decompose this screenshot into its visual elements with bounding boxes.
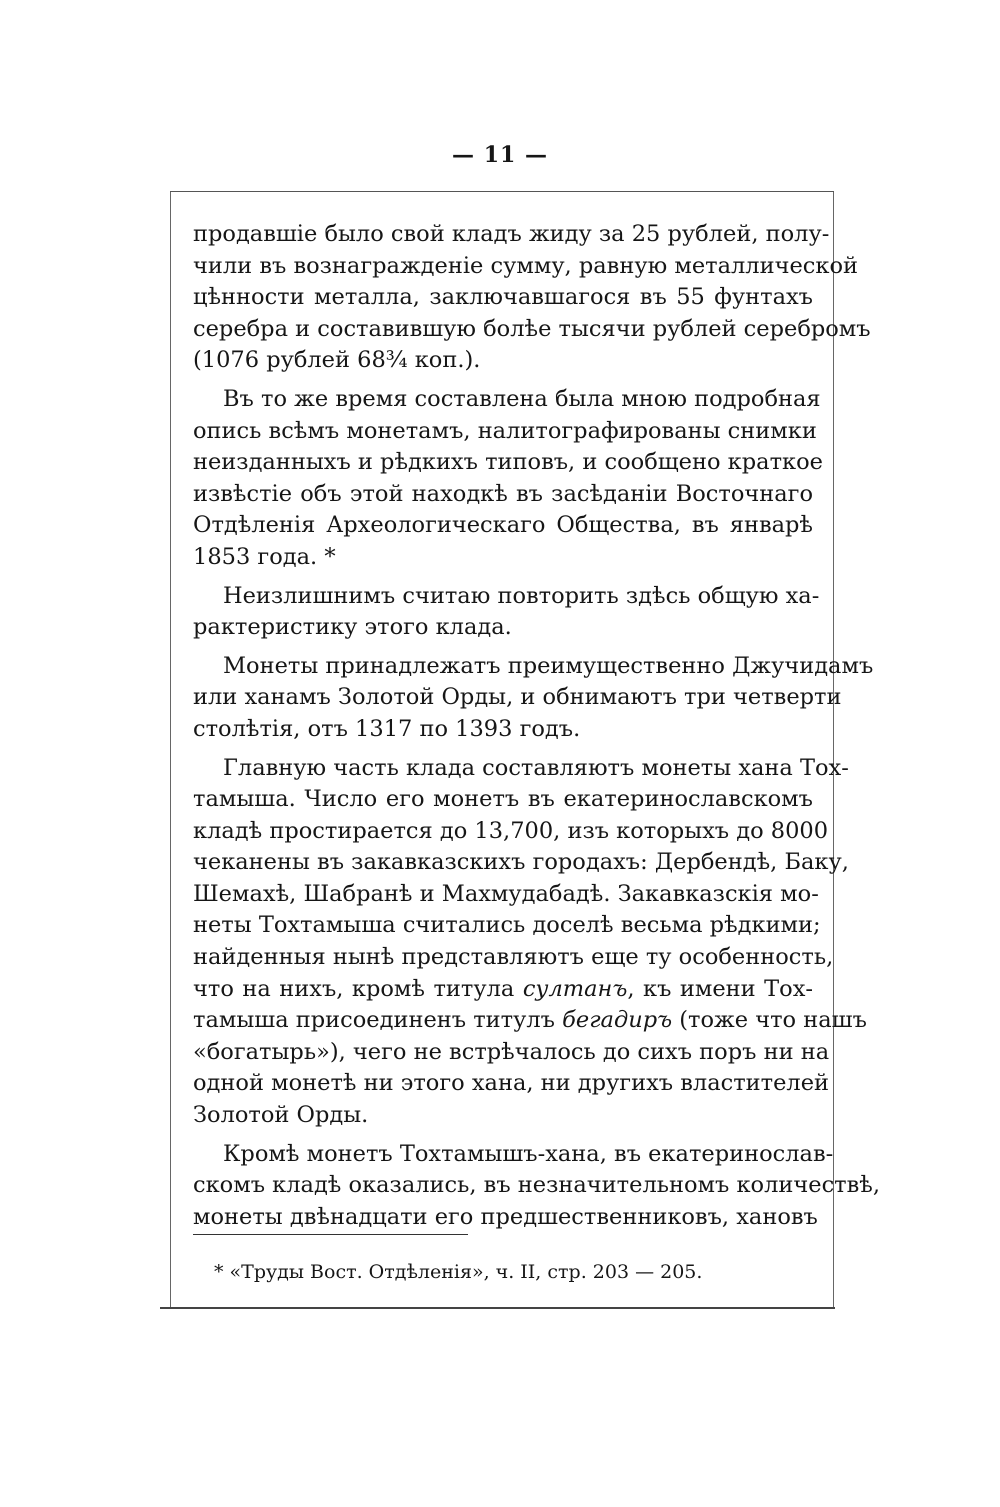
- text-line: чеканены въ закавказскихъ городахъ: Дербендѣ, Баку,: [193, 849, 849, 876]
- text-line: Кромѣ монетъ Тохтамышъ-хана, въ екатеринослав-: [223, 1140, 834, 1167]
- text-line: Шемахѣ, Шабранѣ и Махмудабадѣ. Закавказскія мо-: [193, 880, 819, 907]
- text-line: кладѣ простирается до 13,700, изъ которыхъ до 8000: [193, 817, 829, 844]
- text-line: тамыша. Число его монетъ въ екатеринославскомъ: [193, 786, 813, 813]
- paragraph-2: [193, 384, 823, 574]
- text-line: рактеристику этого клада.: [193, 614, 512, 641]
- text-line: Монеты принадлежатъ преимущественно Джучидамъ: [223, 652, 874, 679]
- paragraph-4: [193, 651, 874, 746]
- paragraph-5: [193, 753, 867, 1132]
- text-fragment: тамыша присоединенъ титулъ: [193, 1007, 563, 1034]
- text-line: (1076 рублей 68¾ коп.).: [193, 347, 481, 374]
- paragraph-6: [193, 1139, 881, 1234]
- text-line: [193, 974, 813, 1006]
- text-line: «богатырь»), чего не встрѣчалось до сихъ поръ ни на: [193, 1038, 830, 1065]
- italic-term-begadir: бегадиръ: [562, 1007, 673, 1034]
- text-line: цѣнности металла, заключавшагося въ 55 фунтахъ: [193, 284, 813, 311]
- text-line: Главную часть клада составляютъ монеты хана Тох-: [223, 754, 849, 781]
- text-line: столѣтія, отъ 1317 по 1393 годъ.: [193, 715, 581, 742]
- text-line: чили въ вознагражденіе сумму, равную металлической: [193, 252, 858, 279]
- text-fragment: (тоже что нашъ: [672, 1007, 867, 1034]
- text-line: Въ то же время составлена была мною подробная: [223, 385, 821, 412]
- text-line: Отдѣленія Археологическаго Общества, въ январѣ: [193, 512, 813, 539]
- text-line: монеты двѣнадцати его предшественниковъ, хановъ: [193, 1203, 818, 1230]
- text-line: продавшіе было свой кладъ жиду за 25 рублей, полу-: [193, 221, 830, 247]
- text-line: опись всѣмъ монетамъ, налитографированы снимки: [193, 417, 817, 444]
- page-number: — 11 —: [452, 142, 548, 168]
- frame-left-border: [170, 192, 171, 1308]
- text-line: или ханамъ Золотой Орды, и обнимаютъ три четверти: [193, 684, 842, 711]
- text-line: неты Тохтамыша считались доселѣ весьма рѣдкими;: [193, 912, 821, 939]
- italic-term-sultan: султанъ: [522, 975, 628, 1002]
- text-line: серебра и составившую болѣе тысячи рублей серебромъ: [193, 315, 871, 342]
- main-text: [193, 219, 881, 1240]
- frame-top-border: [170, 191, 834, 192]
- footnote-divider: [193, 1234, 468, 1235]
- text-line: 1853 года. *: [193, 543, 336, 570]
- footnote: * «Труды Вост. Отдѣленія», ч. II, стр. 203 — 205.: [214, 1261, 703, 1283]
- frame-bottom-border: [160, 1307, 835, 1309]
- text-line: неизданныхъ и рѣдкихъ типовъ, и сообщено краткое: [193, 449, 823, 476]
- text-fragment: что на нихъ, кромѣ титула: [193, 975, 523, 1002]
- paragraph-1: [193, 219, 871, 377]
- paragraph-3: [193, 581, 820, 644]
- text-line: одной монетѣ ни этого хана, ни другихъ властителей: [193, 1070, 830, 1097]
- text-line: Неизлишнимъ считаю повторить здѣсь общую ха-: [223, 582, 820, 609]
- text-line: [193, 1005, 867, 1037]
- text-line: найденныя нынѣ представляютъ еще ту особенность,: [193, 944, 834, 971]
- text-line: Золотой Орды.: [193, 1102, 369, 1129]
- text-line: извѣстіе объ этой находкѣ въ засѣданіи Восточнаго: [193, 480, 813, 507]
- text-line: скомъ кладѣ оказались, въ незначительномъ количествѣ,: [193, 1172, 881, 1199]
- text-fragment: , къ имени Тох-: [627, 975, 814, 1002]
